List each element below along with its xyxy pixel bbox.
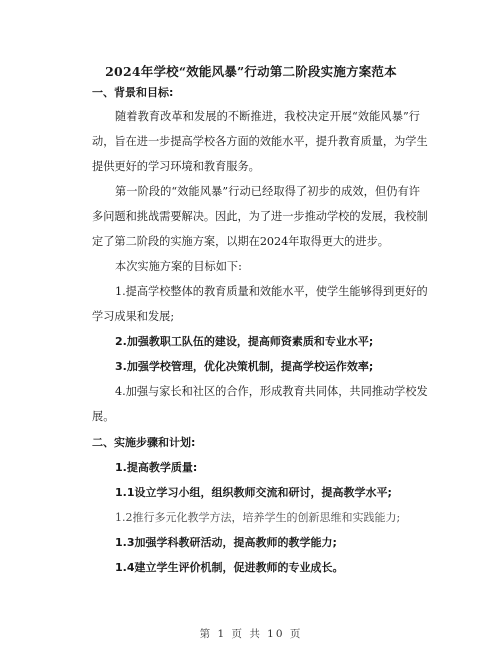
paragraph-line: 本次实施方案的目标如下: xyxy=(115,260,242,273)
goal-item-2: 2.加强教职工队伍的建设，提高师资素质和专业水平; xyxy=(115,335,374,348)
step-heading-1: 1.提高教学质量: xyxy=(115,461,198,474)
paragraph-line: 定了第二阶段的实施方案，以期在2024年取得更大的进步。 xyxy=(92,235,389,248)
document-title: 2024年学校“效能风暴”行动第二阶段实施方案范本 xyxy=(105,64,397,79)
goal-item-1-cont: 学习成果和发展; xyxy=(92,310,175,323)
paragraph-line: 随着教育改革和发展的不断推进，我校决定开展“效能风暴”行 xyxy=(115,110,420,123)
goal-item-3: 3.加强学校管理，优化决策机制，提高学校运作效率; xyxy=(115,360,374,373)
goal-item-4-cont: 展。 xyxy=(92,410,115,423)
goal-item-4: 4.加强与家长和社区的合作，形成教育共同体，共同推动学校发 xyxy=(115,385,428,398)
page-indicator: 第 1 页 共 10 页 xyxy=(199,628,303,640)
goal-item-1: 1.提高学校整体的教育质量和效能水平，使学生能够得到更好的 xyxy=(115,285,428,298)
section-heading-steps: 二、实施步骤和计划: xyxy=(92,436,196,449)
step-item-1-3: 1.3加强学科教研活动，提高教师的教学能力; xyxy=(115,536,337,549)
step-item-1-4: 1.4建立学生评价机制，促进教师的专业成长。 xyxy=(115,561,344,574)
section-heading-background: 一、背景和目标: xyxy=(92,86,174,99)
paragraph-line: 第一阶段的“效能风暴”行动已经取得了初步的成效，但仍有许 xyxy=(115,185,420,198)
paragraph-line: 动，旨在进一步提高学校各方面的效能水平，提升教育质量，为学生 xyxy=(92,135,428,148)
paragraph-line: 多问题和挑战需要解决。因此，为了进一步推动学校的发展，我校制 xyxy=(92,210,428,223)
step-item-1-2: 1.2推行多元化教学方法，培养学生的创新思维和实践能力; xyxy=(115,511,401,524)
step-item-1-1: 1.1设立学习小组，组织教师交流和研讨，提高教学水平; xyxy=(115,486,392,499)
paragraph-line: 提供更好的学习环境和教育服务。 xyxy=(92,160,260,173)
